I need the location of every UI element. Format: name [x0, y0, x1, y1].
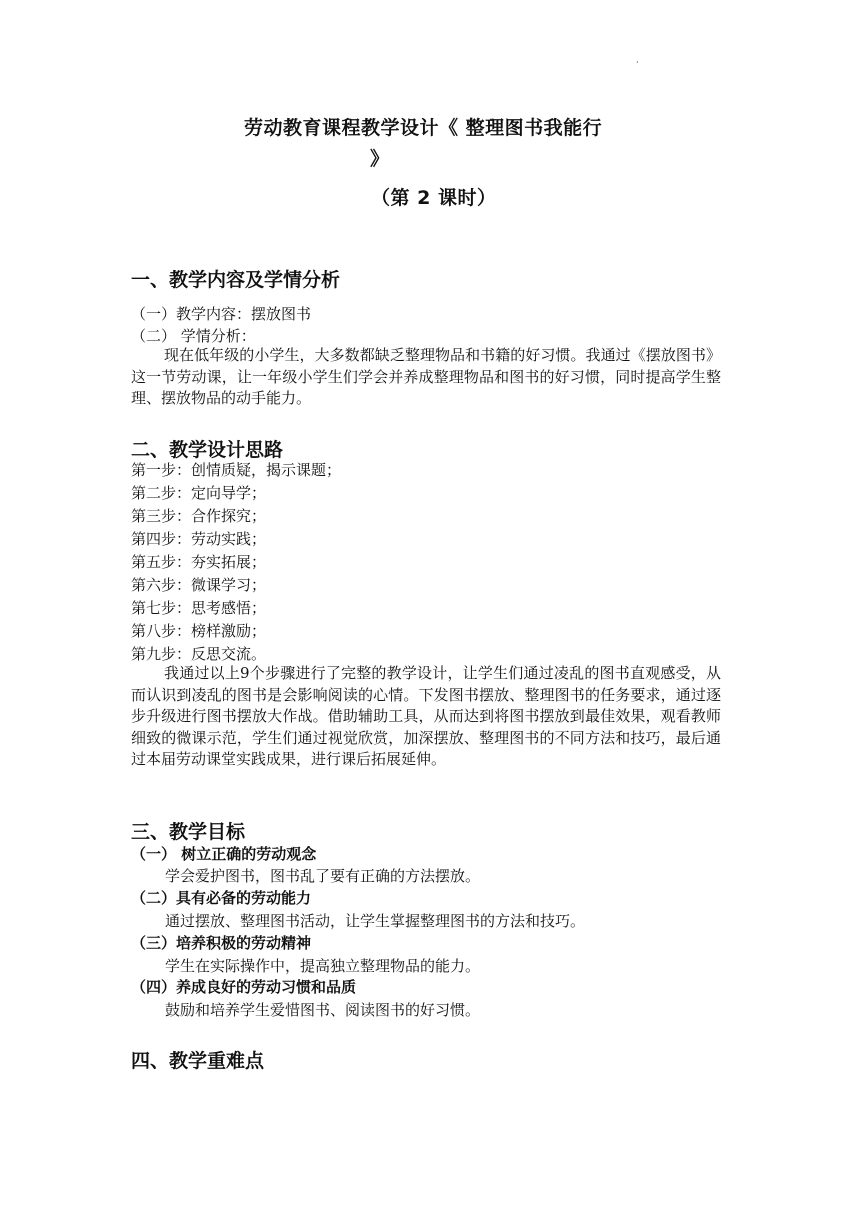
- goal-text: 通过摆放、整理图书活动，让学生掌握整理图书的方法和技巧。: [165, 912, 586, 930]
- goal-title: （四）养成良好的劳动习惯和品质: [131, 978, 357, 996]
- goal-title: （一） 树立正确的劳动观念: [131, 845, 317, 863]
- goal-title: （二）具有必备的劳动能力: [131, 889, 312, 907]
- document-subtitle: （第 2 课时）: [371, 187, 497, 209]
- goal-text: 鼓励和培养学生爱惜图书、阅读图书的好习惯。: [165, 1001, 481, 1019]
- step-item: 第一步：创情质疑，揭示课题；: [131, 461, 342, 479]
- section-1-item-1: （一）教学内容：摆放图书: [131, 305, 312, 323]
- document-title-continuation: 》: [370, 148, 390, 170]
- step-item: 第二步：定向导学；: [131, 484, 267, 502]
- step-item: 第五步：夯实拓展；: [131, 553, 267, 571]
- section-1-item-2: （二） 学情分析：: [131, 327, 256, 345]
- section-3-heading: 三、教学目标: [131, 821, 246, 843]
- step-item: 第三步：合作探究；: [131, 507, 267, 525]
- step-item: 第六步：微课学习；: [131, 576, 267, 594]
- document-title: 劳动教育课程教学设计《 整理图书我能行: [244, 117, 603, 139]
- section-1-heading: 一、教学内容及学情分析: [131, 269, 341, 291]
- goal-text: 学会爱护图书，图书乱了要有正确的方法摆放。: [165, 867, 481, 885]
- corner-mark: ·: [636, 58, 639, 67]
- section-2-heading: 二、教学设计思路: [131, 439, 284, 461]
- step-item: 第八步：榜样激励；: [131, 622, 267, 640]
- step-item: 第四步：劳动实践；: [131, 530, 267, 548]
- section-2-paragraph: 我通过以上9个步骤进行了完整的教学设计，让学生们通过凌乱的图书直观感受，从而认识到凌乱的图书是会影响阅读的心情。下发图书摆放、整理图书的任务要求，通过逐步升级进行图书摆放大作战。借助辅助工具，从而达到将图书摆放到最佳效果，观看教师细致的微课示范，学生们通过视觉欣赏，加深摆放、整理图书的不同方法和技巧，最后通过本届劳动课堂实践成果，进行课后拓展延伸。: [131, 664, 721, 768]
- goal-text: 学生在实际操作中，提高独立整理物品的能力。: [165, 957, 481, 975]
- step-item: 第九步：反思交流。: [131, 645, 267, 663]
- section-1-paragraph: 现在低年级的小学生，大多数都缺乏整理物品和书籍的好习惯。我通过《摆放图书》这一节劳动课，让一年级小学生们学会并养成整理物品和图书的好习惯，同时提高学生整理、摆放物品的动手能力。: [131, 346, 721, 407]
- goal-title: （三）培养积极的劳动精神: [131, 934, 312, 952]
- section-4-heading: 四、教学重难点: [131, 1050, 265, 1072]
- step-item: 第七步：思考感悟；: [131, 599, 267, 617]
